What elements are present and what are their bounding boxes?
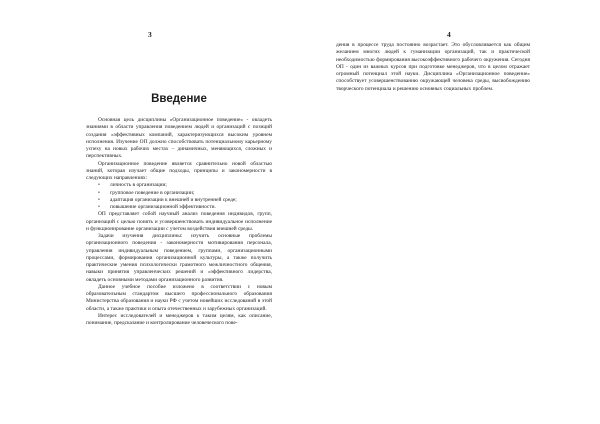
right-page: [300, 0, 600, 424]
left-page-text: [86, 117, 272, 327]
bullet-item: • адаптация организации к внешней и внутренней среде;: [110, 197, 272, 204]
bullet-item: • повышение организационной эффективности.: [110, 204, 272, 211]
bullet-list: [86, 182, 272, 211]
page-number-left: 3: [148, 30, 152, 39]
page-number-right: 4: [447, 30, 451, 39]
paragraph: Интерес исследователей и менеджеров к таким целям, как описание, понимание, предсказание и контролирование человеческого пове-: [86, 312, 272, 326]
bullet-item: • групповое поведение в организации;: [110, 190, 272, 197]
paragraph: Данное учебное пособие изложено в соответствии с новым образовательным стандартом высшего профессионального образования Министерства образования и науки РФ с учетом новейших исследований в этой области, а также практики и опыта отечественных и зарубежных организаций.: [86, 283, 272, 312]
paragraph: Задачи изучения дисциплины: изучить основные проблемы организационного поведения - закономерности мотивирования персонала, управления индивидуальным поведением, группами, организационными процессами, формирования организационной культуры, а также получить практические умения психологически грамотного межличностного общения, навыки принятия управленческих решений и «эффективного лидерства, овладеть основными методами организационного развития.: [86, 233, 272, 283]
paragraph: дения в процессе труда постоянно возрастает. Это обусловливается как общим желанием многих людей к гуманизации организаций, так и практической необходимостью формирования высокоэффективного рабочего окружения. Сегодня ОП - один из важных курсов при подготовке менеджеров, что в целом отражает огромный потенциал этой науки. Дисциплина «Организационное поведение» способствует усовершенствованию окружающей человека среды, высвобождению творческого потенциала и решению основных социальных проблем.: [336, 42, 530, 92]
paragraph: ОП представляет собой научный анализ поведения индивидов, групп, организаций с целью понять и усовершенствовать индивидуальное исполнение и функционирование организации с учетом воздействия внешней среды.: [86, 211, 272, 232]
paragraph: Основная цель дисциплины «Организационное поведение» - овладеть знаниями в области управления поведением людей и организаций с позиций создания «эффективных компаний, характеризующихся высоким уровнем исполнения. Изучение ОП должно способствовать потенциальному карьерному успеху на новых рабочих местах – динамичных, меняющихся, сложных и перспективных.: [86, 117, 272, 160]
bullet-item: • личность в организации;: [110, 182, 272, 189]
right-page-text: [336, 42, 530, 93]
page-heading: Введение: [151, 93, 207, 105]
paragraph: Организационное поведение является сравнительно новой областью знаний, которая изучает общие подходы, принципы и закономерности в следующих направлениях:: [86, 160, 272, 181]
